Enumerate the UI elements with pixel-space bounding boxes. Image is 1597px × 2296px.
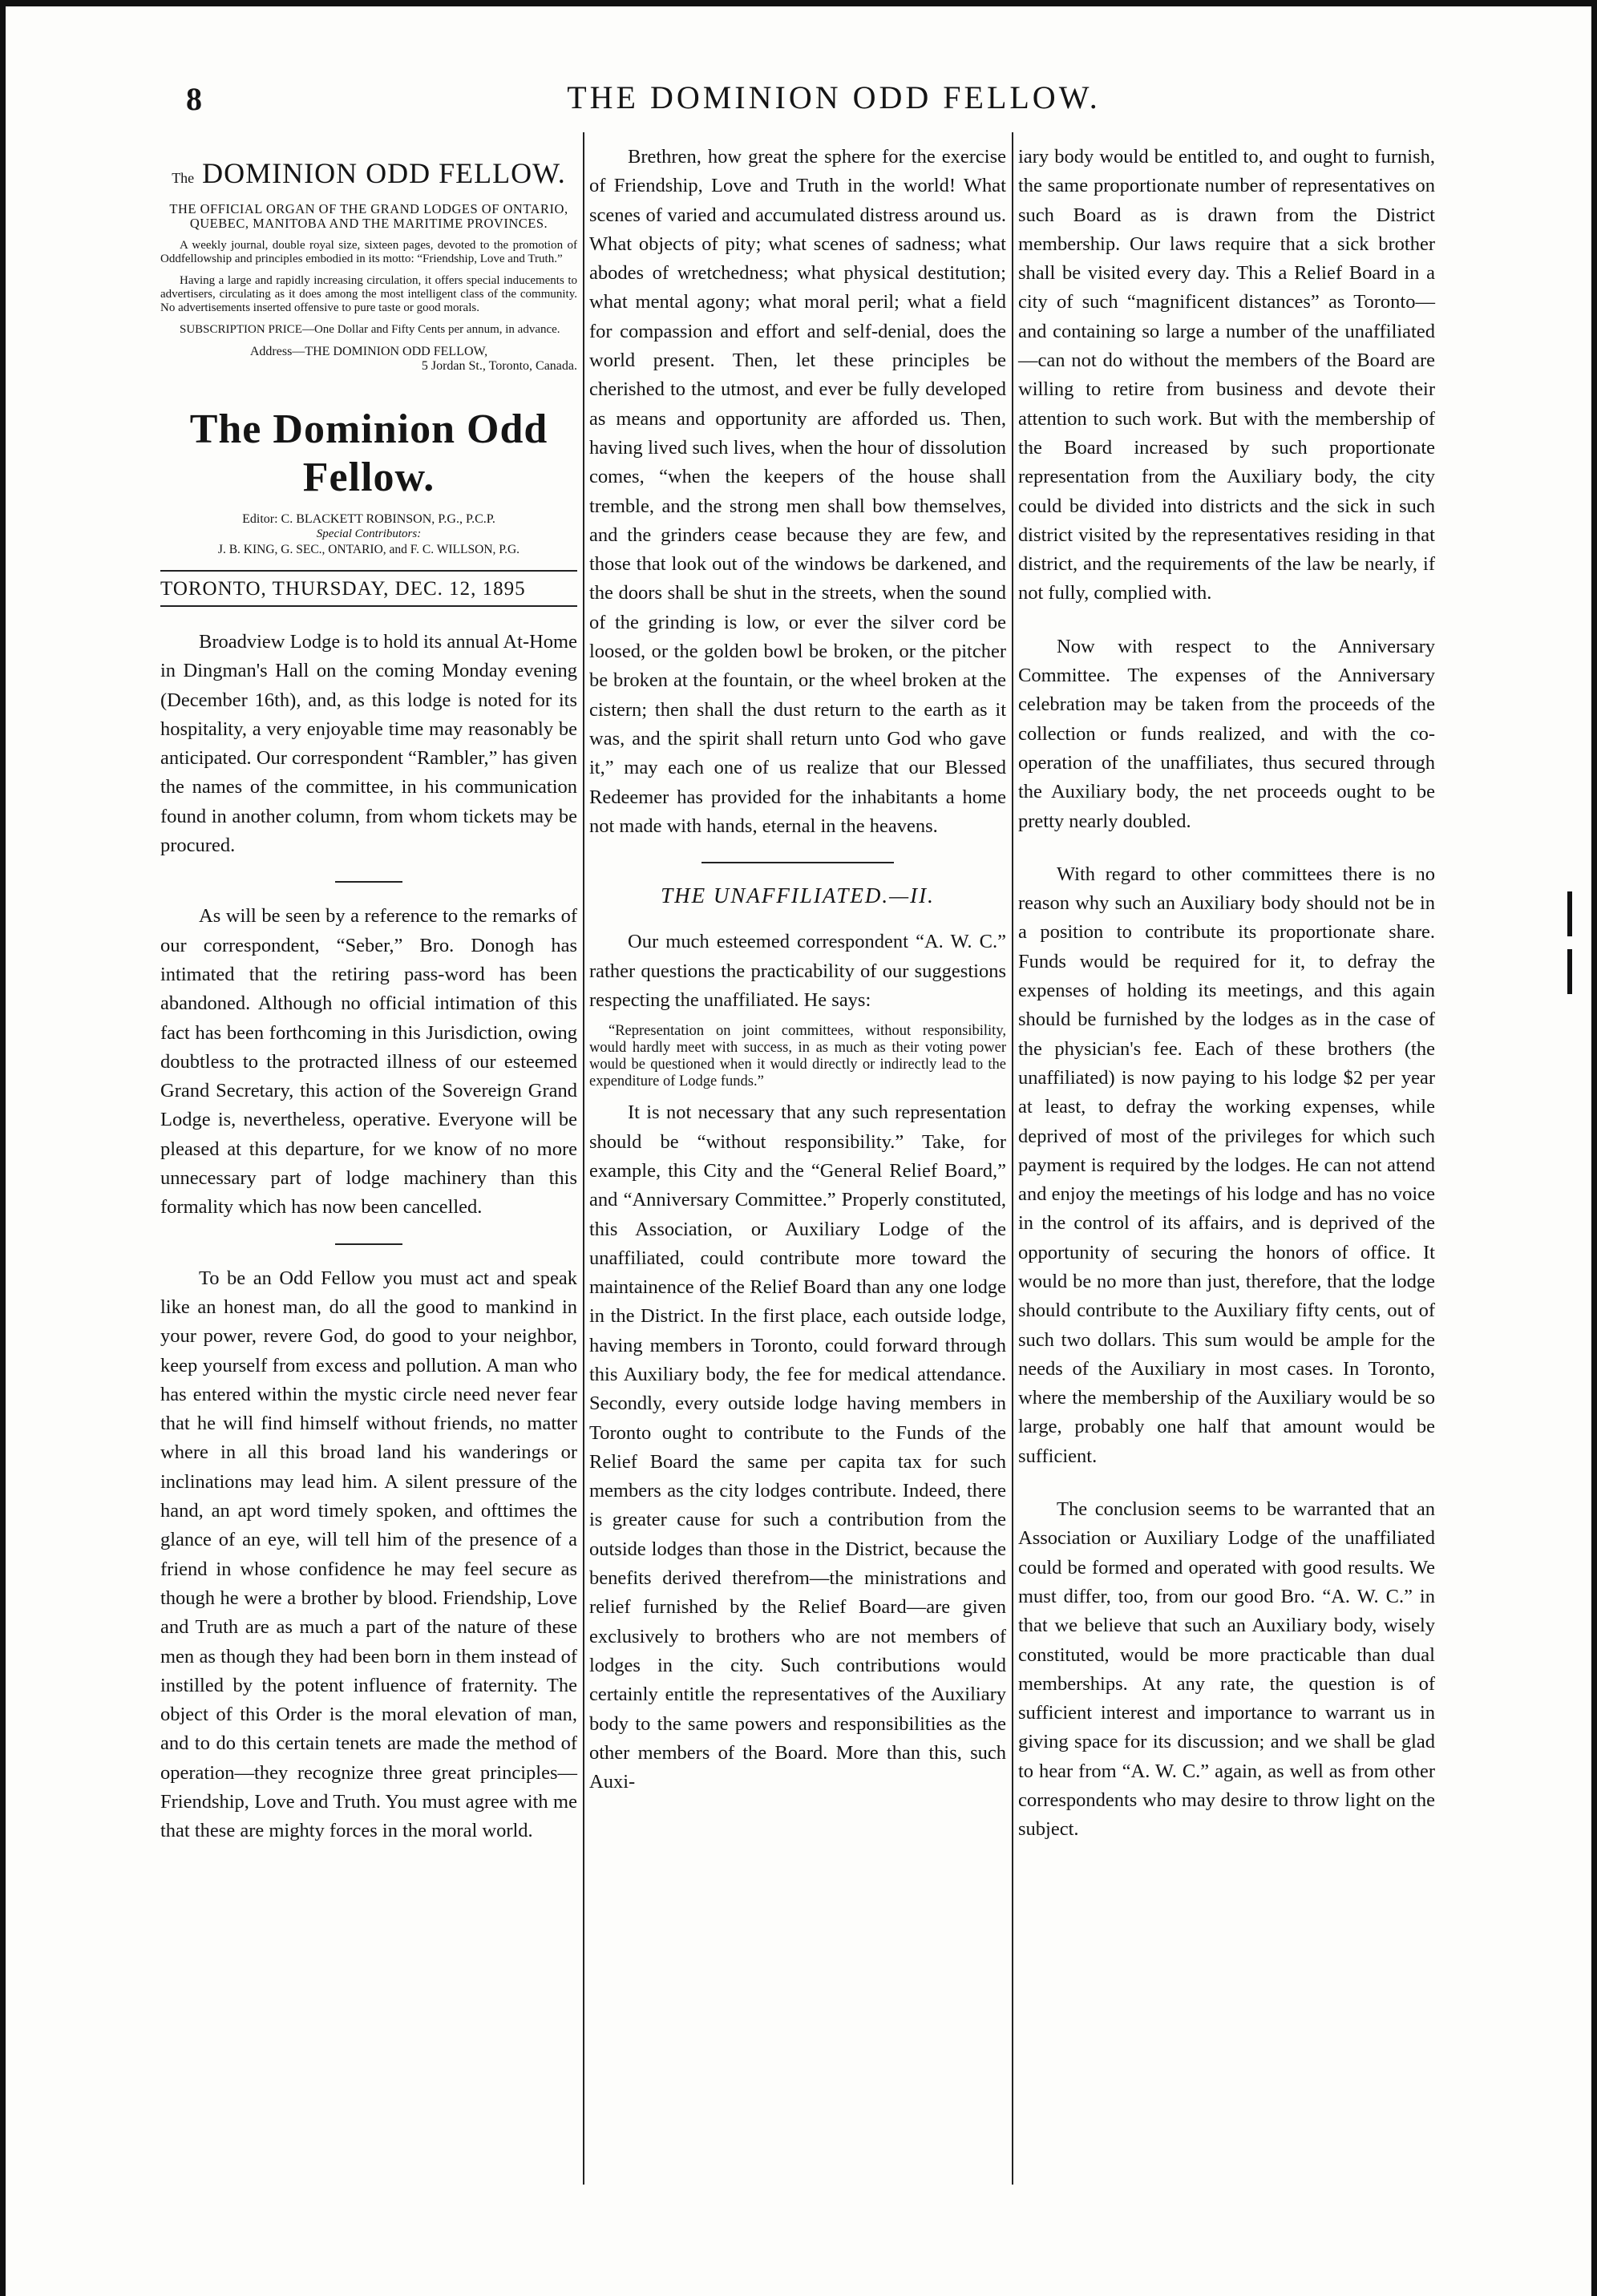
masthead-organ-line: THE OFFICIAL ORGAN OF THE GRAND LODGES OF ONTARIO, QUEBEC, MANITOBA AND THE MARITIME PROVINCES. [169, 201, 568, 231]
dateline: TORONTO, THURSDAY, DEC. 12, 1895 [160, 570, 577, 607]
contributors-heading: Special Contributors: [316, 528, 422, 540]
paragraph: iary body would be entitled to, and ought to furnish, the same proportionate number of representatives on such Board as is drawn from the District membership. Our laws require that a sick brother shall be visited every day. This a Relief Board in a city of such “magnificent distances” as Toronto—and containing so large a number of the unaffiliated—can not do without the members of the Board are willing to retire from business and devote their attention to such work. But with the membership of the Board increased by such proportionate representation from the Auxiliary body, the city could be divided into districts and the sick in such district visited by the representatives residing in that district, and the requirements of the law be nearly, if not fully, complied with. [1018, 146, 1435, 604]
subscription-price: SUBSCRIPTION PRICE—One Dollar and Fifty Cents per annum, in advance. [180, 323, 560, 336]
margin-mark [1567, 949, 1572, 994]
column-2 [589, 143, 1006, 1797]
paragraph: The conclusion seems to be warranted that an Association or Auxiliary Lodge of the unaffiliated could be formed and operated with good results. We must differ, too, from our good Bro. “A. W. C.” in that we believe that such an Auxiliary body, wisely constituted, would be more practicable than dual memberships. At any rate, the question is of sufficient interest and importance to warrant us in giving space for its discussion; and we shall be glad to hear from “A. W. C.” again, as well as from other correspondents who may desire to throw light on the subject. [1018, 1498, 1435, 1841]
separator [701, 862, 894, 863]
masthead-title [160, 156, 577, 196]
paragraph: It is not necessary that any such representation should be “without responsibility.” Take, for example, this City and the “General Relief Board,” and “Anniversary Committee.” Properly constituted, this Association, or Auxiliary Lodge of the unaffiliated, could contribute more toward the maintainence of the Relief Board than any one lodge in the District. In the first place, each outside lodge, having members in Toronto, could forward through this Auxiliary body, the fee for medical attendance. Secondly, every outside lodge having members in Toronto ought to contribute to the Funds of the Relief Board the same per capita tax for such members as the city lodges contribute. Indeed, there is greater cause for such a contribution from the outside lodges than those in the District, because the benefits derived therefrom—the ministrations and relief furnished by the Relief Board—are given exclusively to brothers who are not members of lodges in the city. Such contributions would certainly entitle the representatives of the Auxiliary body to the same powers and responsibilities as the other members of the Board. More than this, such Auxi- [589, 1102, 1006, 1793]
column-rule [1012, 132, 1013, 2185]
running-header [0, 77, 1597, 125]
column-1 [160, 143, 577, 1846]
masthead-description: Having a large and rapidly increasing circulation, it offers special inducements to advertisers, circulating as it does among the most intelligent class of the community. No advertisements inserted offensive to pure taste or good morals. [160, 274, 577, 314]
article-title: THE UNAFFILIATED.—II. [661, 883, 935, 908]
page-number: 8 [186, 81, 202, 117]
paragraph: As will be seen by a reference to the remarks of our correspondent, “Seber,” Bro. Donogh has intimated that the retiring pass-word has been abandoned. Although no official intimation of this fact has been forthcoming in this Jurisdiction, owing doubtless to the protracted illness of our esteemed Grand Secretary, this action of the Sovereign Grand Lodge is, nevertheless, operative. Everyone will be pleased at this departure, for we know of no more unnecessary part of lodge machinery than this formality which has now been cancelled. [160, 905, 577, 1219]
masthead-title-text: DOMINION ODD FELLOW. [202, 157, 566, 189]
address-street: 5 Jordan St., Toronto, Canada. [421, 359, 577, 373]
running-title: THE DOMINION ODD FELLOW. [567, 79, 1101, 115]
block-quote: “Representation on joint committees, without responsibility, would hardly meet with success, in as much as their voting power would be questioned when it would directly or indirectly lead to the expenditure of Lodge funds.” [589, 1023, 1006, 1090]
address-label: Address—THE DOMINION ODD FELLOW, [249, 345, 488, 358]
ornate-masthead: The Dominion Odd Fellow. [189, 406, 548, 500]
masthead-title-prefix: The [172, 170, 195, 186]
page-border-left [0, 0, 6, 2296]
page-border-top [0, 0, 1597, 6]
column-3 [1018, 143, 1435, 1845]
masthead-description: A weekly journal, double royal size, sixteen pages, devoted to the promotion of Oddfellowship and principles embodied in its motto: “Friendship, Love and Truth.” [160, 239, 577, 265]
separator [335, 881, 402, 883]
paragraph: Brethren, how great the sphere for the exercise of Friendship, Love and Truth in the world! What scenes of varied and accumulated distress around us. What objects of pity; what scenes of sadness; what abodes of wretchedness; what physical destitution; what mental agony; what moral peril; what a field for compassion and effort and self-denial, does the world present. Then, let these principles be cherished to the utmost, and ever be fully developed as means and opportunity are afforded us. Then, having lived such lives, when the hour of dissolution comes, “when the keepers of the house shall tremble, and the strong men shall bow themselves, and the grinders cease because they are few, and those that look out of the windows be darkened, and the doors shall be shut in the streets, when the sound of the grinding is low, or ever the silver cord be loosed, or the golden bowl be broken, or the pitcher be broken at the fountain, or the wheel broken at the cistern; then shall the dust return to the earth as it was, and the spirit shall return unto God who gave it,” may each one of us realize that our Blessed Redeemer has provided for the inhabitants a home not made with hands, eternal in the heavens. [589, 146, 1006, 837]
paragraph: Broadview Lodge is to hold its annual At-Home in Dingman's Hall on the coming Monday evening (December 16th), and, as this lodge is noted for its hospitality, a very enjoyable time may reasonably be anticipated. Our correspondent “Rambler,” has given the names of the committee, in his communication found in another column, from whom tickets may be procured. [160, 631, 577, 857]
paragraph: To be an Odd Fellow you must act and speak like an honest man, do all the good to mankind in your power, revere God, do good to your neighbor, keep yourself from excess and pollution. A man who has entered within the mystic circle need never fear that he will find himself without friends, no matter where in all this broad land his wanderings or inclinations may lead him. A silent pressure of the hand, an apt word timely spoken, and ofttimes the glance of an eye, will tell him of the presence of a friend in whose confidence he may feel secure as though he were a brother by blood. Friendship, Love and Truth are as much a part of the nature of these men as though they had been born in them instead of instilled by the potent influence of fraternity. The object of this Order is the moral elevation of man, and to do this certain tenets are made the method of operation—they recognize three great principles—Friendship, Love and Truth. You must agree with me that these are mighty forces in the moral world. [160, 1267, 577, 1842]
margin-mark [1567, 891, 1572, 936]
paragraph: Our much esteemed correspondent “A. W. C.” rather questions the practicability of our suggestions respecting the unaffiliated. He says: [589, 931, 1006, 1012]
page-border-right [1591, 0, 1597, 2296]
paragraph: With regard to other committees there is no reason why such an Auxiliary body should not be in a position to contribute its proportionate share. Funds would be required for it, to defray the expenses of holding its meetings, and this again should be furnished by the lodges as in the case of the physician's fee. Each of these brothers (the unaffiliated) is now paying to his lodge $2 per year at least, to defray the working expenses, while deprived of most of the privileges for which such payment is required by the lodges. He can not attend and enjoy the meetings of his lodge and has no voice in the control of its affairs, and is deprived of the opportunity of securing the honors of office. It would be no more than just, therefore, that the lodge should contribute to the Auxiliary fifty cents, out of such two dollars. This sum would be ample for the needs of the Auxiliary in most cases. In Toronto, where the membership of the Auxiliary would be so large, probably one half that amount would be sufficient. [1018, 863, 1435, 1467]
paragraph: Now with respect to the Anniversary Committee. The expenses of the Anniversary celebration may be taken from the proceeds of the collection or funds realized, and with the co-operation of the unaffiliates, thus secured through the Auxiliary body, the net proceeds ought to be pretty nearly doubled. [1018, 635, 1435, 832]
separator [335, 1243, 402, 1245]
column-rule [583, 132, 584, 2185]
editor-line: Editor: C. BLACKETT ROBINSON, P.G., P.C.P. [242, 512, 495, 526]
contributors-line: J. B. KING, G. SEC., ONTARIO, and F. C. WILLSON, P.G. [217, 543, 520, 556]
